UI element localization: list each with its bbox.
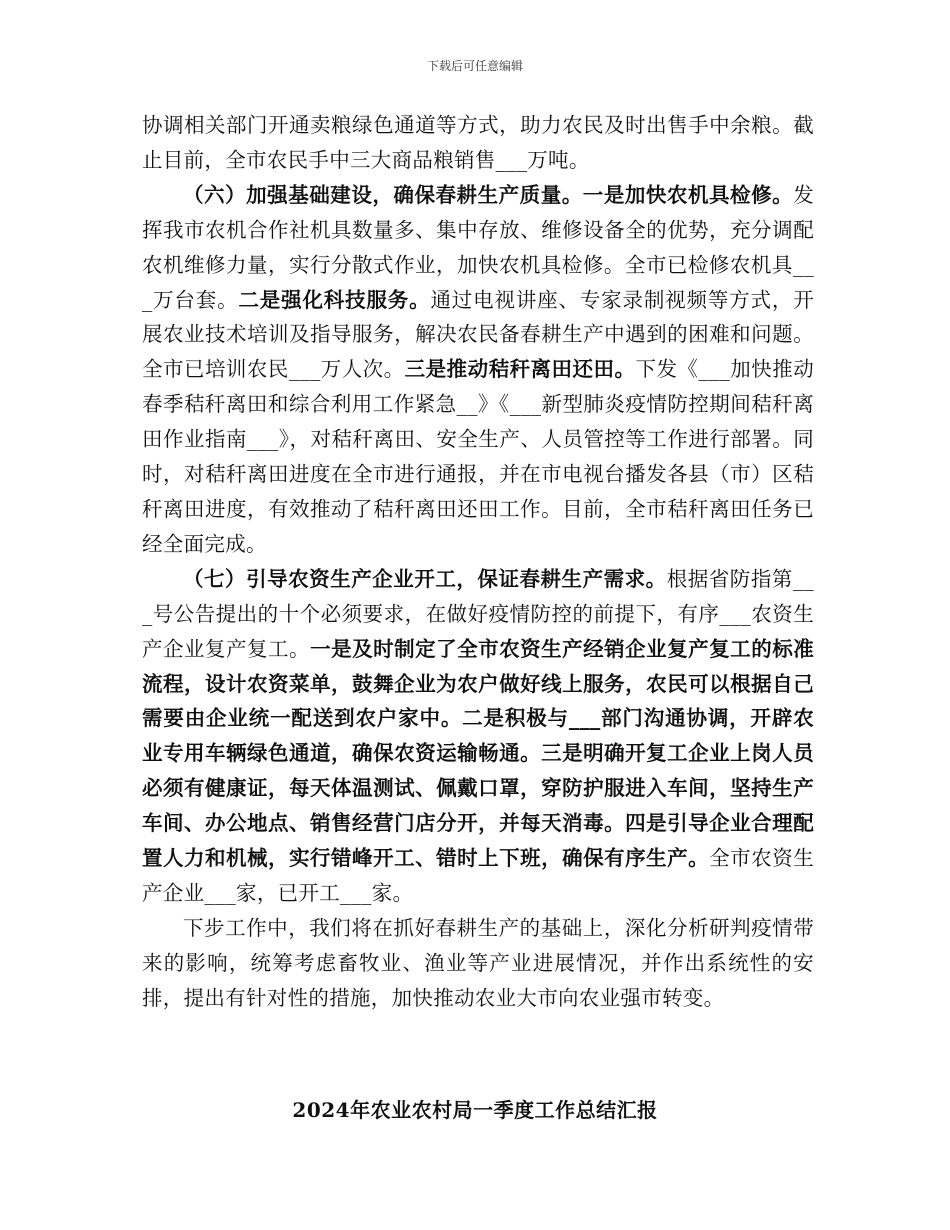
text-run: 通过电视讲座、专家录制视频等方式，开展农业技术培训及指导服务，解决农民备春耕生产中遇到的困难和问题。全市已培训农民___万人次。	[142, 287, 814, 382]
paragraph	[142, 108, 814, 178]
text-run: 根据省防指第___号公告提出的十个必须要求，在做好疫情防控的前提下，有序___农资生产企业复产复工。	[142, 566, 814, 661]
section-6-heading: （六）加强基础建设，确保春耕生产质量。一是加快农机具检修。	[183, 182, 794, 207]
text-run: 协调相关部门开通卖粮绿色通道等方式，助力农民及时出售手中余粮。截止目前，全市农民手中三大商品粮销售___万吨。	[142, 113, 814, 172]
bold-run: 二是强化科技服务。	[238, 287, 431, 312]
page-header: 下载后可任意编辑	[426, 59, 523, 73]
bold-run: 一是及时制定了全市农资生产经销企业复产复工的标准流程，设计农资菜单，鼓舞企业为农户做好线上服务，农民可以根据自己需要由企业统一配送到农户家中。二是积极与___部门沟通协调，开辟农业专用车辆绿色通道，确保农资运输畅通。三是明确开复工企业上岗人员必须有健康证，每天体温测试、佩戴口罩，穿防护服进入车间，坚持生产车间、办公地点、销售经营门店分开，并每天消毒。四是引导企业合理配置人力和机械，实行错峰开工、错时上下班，确保有序生产。	[142, 636, 815, 871]
document-title: 2024年农业农村局一季度工作总结汇报	[292, 1098, 658, 1122]
text-run: 全市农资生产企业___家，已开工___家。	[142, 846, 814, 905]
text-run: 下步工作中，我们将在抓好春耕生产的基础上，深化分析研判疫情带来的影响，统筹考虑畜牧业、渔业等产业进展情况，并作出系统性的安排，提出有针对性的措施，加快推动农业大市向农业强市转变。	[142, 915, 814, 1010]
document-body	[142, 108, 814, 1016]
paragraph-section-7	[142, 562, 814, 911]
paragraph-next-steps	[142, 911, 814, 1016]
bold-run: 三是推动秸秆离田还田。	[404, 357, 636, 382]
text-run: 发挥我市农机合作社机具数量多、集中存放、维修设备全的优势，充分调配农机维修力量，实行分散式作业，加快农机具检修。全市已检修农机具___万台套。	[142, 182, 814, 312]
text-run: 下发《___加快推动春季秸秆离田和综合利用工作紧急__》《___新型肺炎疫情防控期间秸秆离田作业指南___》，对秸秆离田、安全生产、人员管控等工作进行部署。同时，对秸秆离田进度在全市进行通报，并在市电视台播发各县（市）区秸秆离田进度，有效推动了秸秆离田还田工作。目前，全市秸秆离田任务已经全面完成。	[142, 357, 814, 556]
section-7-heading: （七）引导农资生产企业开工，保证春耕生产需求。	[183, 566, 667, 591]
paragraph-section-6	[142, 178, 814, 562]
